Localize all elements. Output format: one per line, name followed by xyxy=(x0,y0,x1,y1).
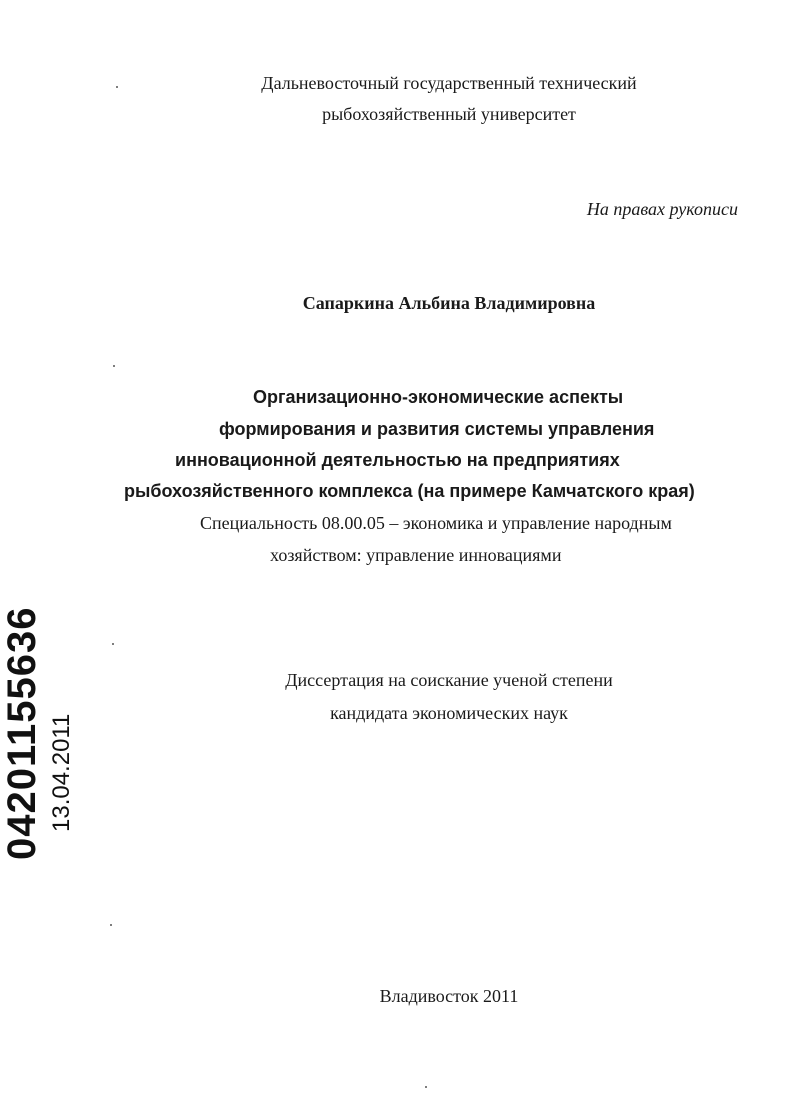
scan-speck xyxy=(425,1086,427,1088)
thesis-title-line-2: формирования и развития системы управления xyxy=(219,419,655,439)
library-stamp-date: 13.04.2011 xyxy=(48,713,75,832)
place-and-year: Владивосток 2011 xyxy=(379,986,519,1006)
scan-speck xyxy=(113,365,115,367)
author-name: Сапаркина Альбина Владимировна xyxy=(302,293,596,313)
scan-speck xyxy=(110,924,112,926)
thesis-title-line-4: рыбохозяйственного комплекса (на примере Камчатского края) xyxy=(124,481,695,501)
manuscript-note: На правах рукописи xyxy=(586,199,738,219)
thesis-title-line-1: Организационно-экономические аспекты xyxy=(253,387,624,407)
library-stamp-number: 04201155636 xyxy=(0,606,44,860)
degree-statement-line-1: Диссертация на соискание ученой степени xyxy=(285,670,613,690)
scan-speck xyxy=(112,643,114,645)
thesis-title-line-3: инновационной деятельностью на предприятиях xyxy=(175,450,620,470)
degree-statement-line-2: кандидата экономических наук xyxy=(330,703,568,723)
scan-speck xyxy=(116,86,118,88)
university-name-line-1: Дальневосточный государственный технический xyxy=(261,73,637,93)
specialty-line-2: хозяйством: управление инновациями xyxy=(270,545,562,565)
university-name-line-2: рыбохозяйственный университет xyxy=(322,104,576,124)
specialty-line-1: Специальность 08.00.05 – экономика и управление народным xyxy=(200,513,672,533)
